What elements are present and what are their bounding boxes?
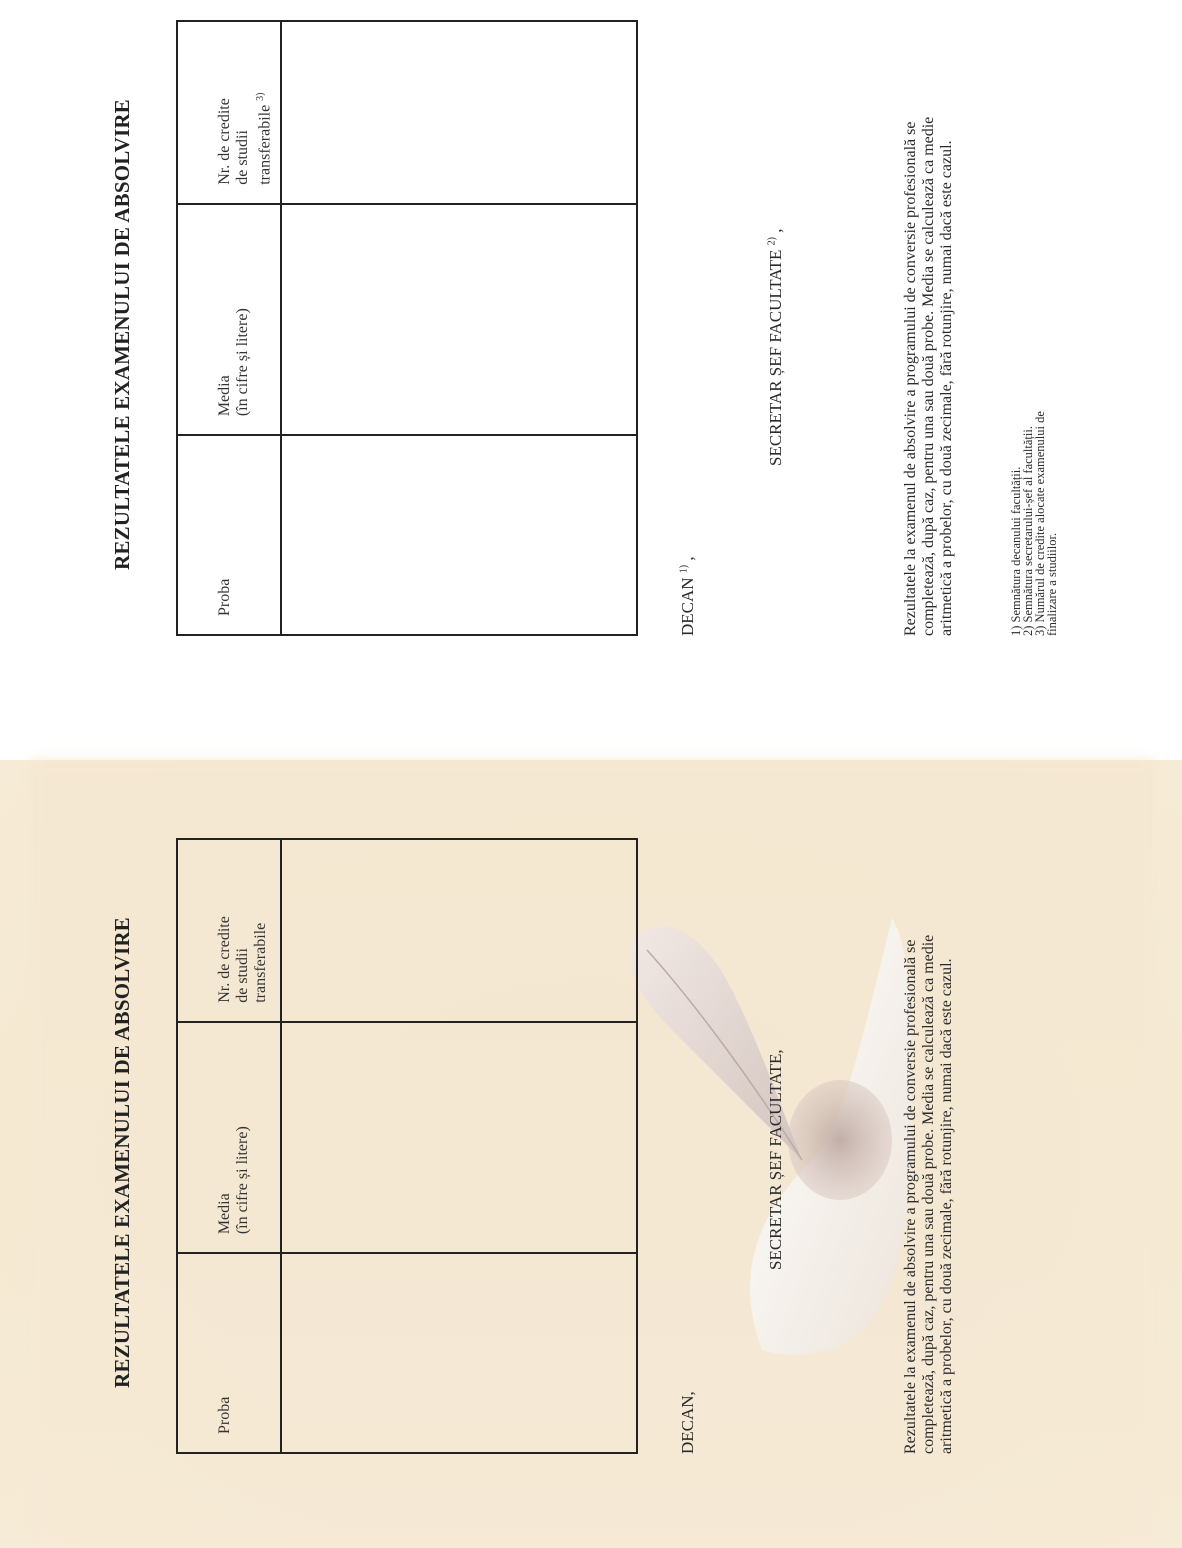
decan-signature-label-2: DECAN, — [678, 1391, 697, 1454]
input-cell-credite[interactable] — [281, 21, 637, 204]
page-title: REZULTATELE EXAMENULUI DE ABSOLVIRE — [110, 99, 134, 570]
input-cell-credite[interactable] — [281, 839, 637, 1022]
results-note: Rezultatele la examenul de absolvire a programului de conversie profesională se completează, după caz, pentru una sau două probe. Media se calculează ca medie aritmetică a probelor, cu două zecimale, fără rotunjire, numai dacă este cazul. — [902, 116, 955, 636]
header-cell-proba: Proba — [177, 435, 281, 635]
header-cell-proba: Proba — [177, 1253, 281, 1453]
table-input-row — [281, 839, 637, 1453]
input-cell-proba[interactable] — [281, 435, 637, 635]
header-cell-credite: Nr. de credite de studii transferabile — [177, 839, 281, 1022]
secretar-signature-label: SECRETAR ȘEF FACULTATE $^{2)}$ , — [766, 228, 785, 466]
header-cell-credite: Nr. de credite de studii transferabile $^{3)}$ — [177, 21, 281, 204]
results-table-2 — [176, 838, 638, 1454]
input-cell-media[interactable] — [281, 204, 637, 435]
footnotes: 1) Semnătura decanului facultății. 2) Semnătura secretarului-șef al facultății. 3) Numărul de credite alocate examenului de finalizare a studiilor. — [1009, 411, 1059, 636]
header-cell-media: Media (în cifre și litere) — [177, 204, 281, 435]
header-cell-media: Media (în cifre și litere) — [177, 1022, 281, 1253]
top-form-page — [0, 0, 1182, 760]
results-table — [176, 20, 638, 636]
page-title-2: REZULTATELE EXAMENULUI DE ABSOLVIRE — [110, 917, 134, 1388]
input-cell-media[interactable] — [281, 1022, 637, 1253]
input-cell-proba[interactable] — [281, 1253, 637, 1453]
decan-signature-label: DECAN $^{1)}$ , — [678, 556, 697, 636]
secretar-signature-label-2: SECRETAR ȘEF FACULTATE, — [766, 1049, 785, 1270]
table-header-row — [177, 839, 281, 1453]
table-input-row — [281, 21, 637, 635]
results-note-2: Rezultatele la examenul de absolvire a programului de conversie profesională se completează, după caz, pentru una sau două probe. Media se calculează ca medie aritmetică a probelor, cu două zecimale, fără rotunjire, numai dacă este cazul. — [902, 934, 955, 1454]
table-header-row — [177, 21, 281, 635]
